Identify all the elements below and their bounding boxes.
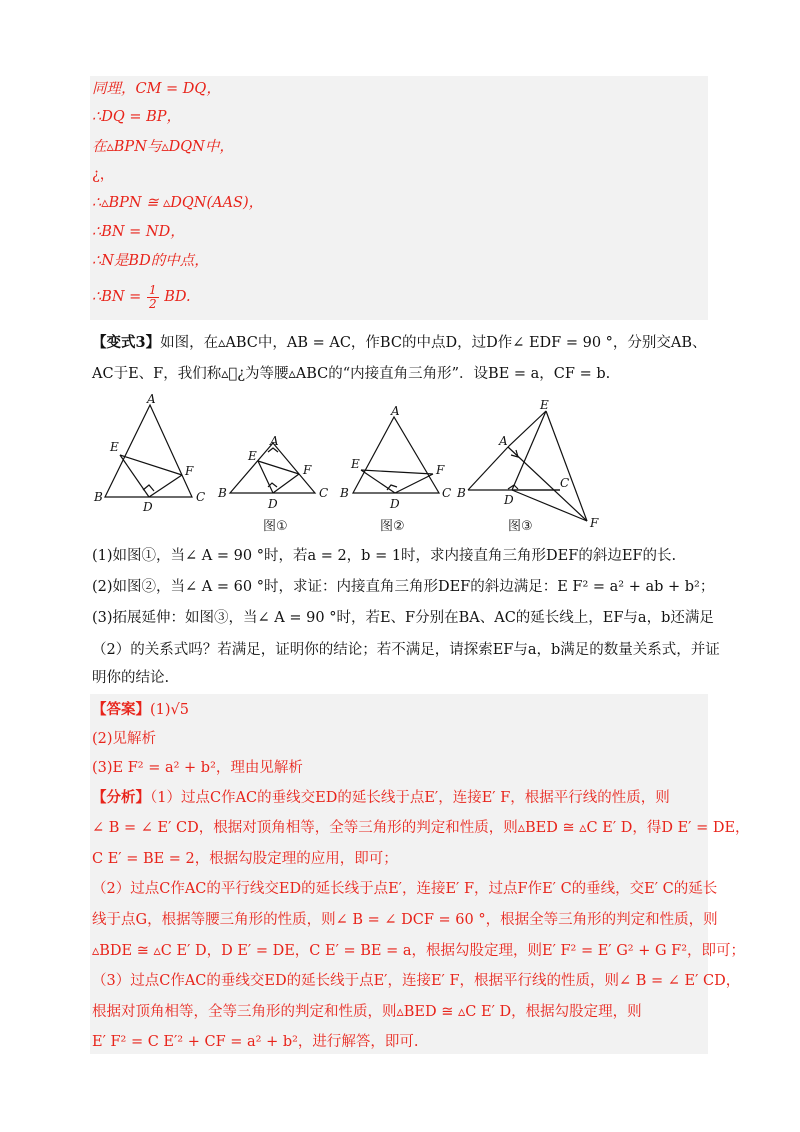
problem-line-2: AC于E、F，我们称▵ᷣ¿为等腰▵ABC的“内接直角三角形”．设BE = a，CF = b.	[92, 366, 611, 382]
analysis-line-6: ▵BDE ≅ ▵C E′ D，D E′ = DE，C E′ = BE = a，根据勾股定理，则E′ F² = E′ G² + G F²，即可；	[92, 943, 746, 959]
answer-tag: 【答案】	[92, 701, 150, 718]
question-3-cont-2: 明你的结论.	[92, 670, 170, 686]
svg-text:B: B	[457, 486, 466, 500]
bn-suffix: BD.	[164, 289, 191, 305]
svg-text:D: D	[143, 500, 153, 514]
svg-text:B: B	[94, 490, 103, 504]
svg-text:C: C	[442, 486, 452, 500]
svg-text:F: F	[590, 516, 599, 530]
svg-text:D: D	[268, 497, 278, 511]
one-half-fraction	[147, 284, 159, 311]
solution-line-7: ∴N是BD的中点，	[92, 253, 209, 269]
svg-text:A: A	[499, 434, 508, 448]
svg-text:E: E	[110, 440, 119, 454]
svg-text:E: E	[540, 398, 549, 412]
answer-line-2: (2)见解析	[92, 731, 157, 747]
analysis-line-1	[92, 788, 670, 808]
analysis-line-9: E′ F² = C E′² + CF = a² + b²，进行解答，即可.	[92, 1034, 419, 1050]
analysis-line-2: ∠ B = ∠ E′ CD，根据对顶角相等，全等三角形的判定和性质，则▵BED ≅ ▵C E′ D，得D E′ = DE，	[92, 820, 750, 836]
analysis-line-5: 线于点G，根据等腰三角形的性质，则∠ B = ∠ DCF = 60 °，根据全等三角形的判定和性质，则	[92, 912, 718, 928]
svg-text:B: B	[218, 486, 227, 500]
solution-line-3: 在▵BPN与▵DQN中，	[92, 139, 234, 155]
svg-text:A: A	[270, 434, 279, 448]
svg-text:B: B	[340, 486, 349, 500]
question-2: (2)如图②，当∠ A = 60 °时，求证：内接直角三角形DEF的斜边满足：E F² = a² + ab + b²；	[92, 579, 715, 595]
problem-line-1	[92, 333, 707, 353]
solution-line-6: ∴BN = ND，	[92, 224, 185, 240]
svg-text:D: D	[390, 497, 400, 511]
analysis-line-8: 根据对顶角相等，全等三角形的判定和性质，则▵BED ≅ ▵C E′ D，根据勾股定理，则	[92, 1004, 642, 1020]
problem-tag: 【变式3】	[92, 334, 161, 351]
solution-line-4: ¿，	[92, 167, 115, 183]
solution-line-2: ∴DQ = BP，	[92, 109, 182, 125]
figure-4	[468, 411, 587, 521]
fraction-numerator: 1	[148, 282, 157, 297]
analysis-line-7: （3）过点C作AC的垂线交ED的延长线于点E′，连接E′ F，根据平行线的性质，则∠ B = ∠ E′ CD，	[92, 973, 741, 989]
caption-figure-2: 图②	[380, 519, 405, 534]
question-3-cont-1: （2）的关系式吗？若满足，证明你的结论；若不满足，请探索EF与a，b满足的数量关系式，并证	[92, 642, 720, 658]
analysis-tag: 【分析】	[92, 789, 150, 806]
svg-text:F: F	[436, 463, 445, 477]
answer-1: (1)√5	[150, 702, 190, 718]
svg-text:F: F	[185, 464, 194, 478]
fraction-denominator: 2	[148, 296, 157, 311]
caption-figure-1: 图①	[263, 519, 288, 534]
svg-text:D: D	[504, 493, 514, 507]
svg-text:C: C	[196, 490, 206, 504]
answer-line-1	[92, 700, 189, 720]
solution-line-1: 同理，CM = DQ，	[92, 81, 221, 97]
bn-prefix: ∴BN =	[92, 289, 142, 305]
solution-line-8	[92, 282, 191, 312]
analysis-line-3: C E′ = BE = 2，根据勾股定理的应用，即可；	[92, 851, 398, 867]
analysis-text-1: （1）过点C作AC的垂线交ED的延长线于点E′，连接E′ F，根据平行线的性质，则	[150, 790, 670, 806]
analysis-line-4: （2）过点C作AC的平行线交ED的延长线于点E′，连接E′ F，过点F作E′ C的垂线，交E′ C的延长	[92, 881, 718, 897]
svg-text:A: A	[391, 404, 400, 418]
question-3: (3)拓展延伸：如图③，当∠ A = 90 °时，若E、F分别在BA、AC的延长线上，EF与a，b还满足	[92, 610, 714, 626]
svg-text:F: F	[303, 463, 312, 477]
svg-text:C: C	[319, 486, 329, 500]
figure-3	[353, 417, 439, 493]
solution-line-5: ∴▵BPN ≅ ▵DQN(AAS)，	[92, 195, 264, 211]
caption-figure-3: 图③	[508, 519, 533, 534]
svg-text:E: E	[351, 457, 360, 471]
svg-text:E: E	[248, 449, 257, 463]
answer-box	[90, 694, 708, 1054]
svg-text:A: A	[147, 393, 156, 406]
answer-line-3: (3)E F² = a² + b²，理由见解析	[92, 760, 303, 776]
problem-text-1: 如图，在▵ABC中，AB = AC，作BC的中点D，过D作∠ EDF = 90 °，分别交AB、	[160, 335, 707, 351]
question-1: (1)如图①，当∠ A = 90 °时，若a = 2，b = 1时，求内接直角三角形DEF的斜边EF的长.	[92, 548, 677, 564]
svg-text:C: C	[560, 476, 570, 490]
